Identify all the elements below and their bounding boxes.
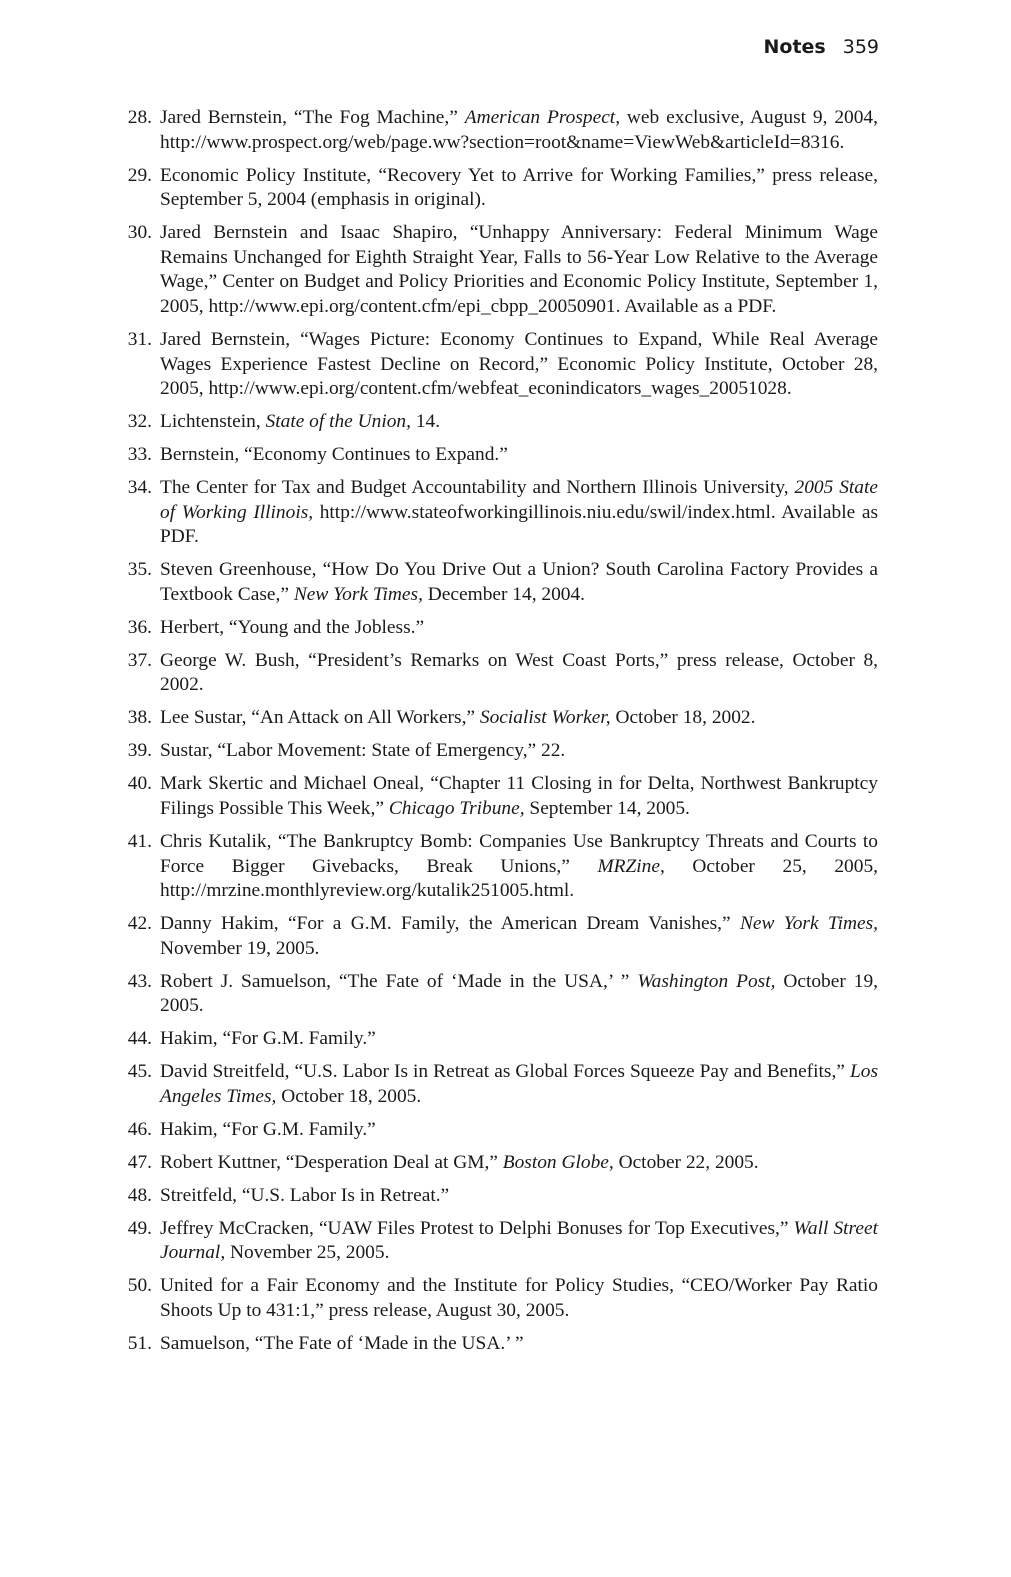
endnote-text-segment: Bernstein, “Economy Continues to Expand.” bbox=[160, 444, 508, 466]
endnote-text bbox=[160, 1274, 878, 1323]
endnote-text-segment: October 19, 2005. bbox=[160, 970, 878, 1017]
publication-title: Washington Post, bbox=[637, 970, 776, 992]
endnote-text bbox=[160, 443, 878, 468]
endnote-number: 51. bbox=[127, 1332, 152, 1354]
endnote-number: 49. bbox=[127, 1217, 152, 1239]
endnote-text-segment: Lee Sustar, “An Attack on All Workers,” bbox=[160, 707, 480, 729]
endnote-text-segment: Chris Kutalik, “The Bankruptcy Bomb: Companies Use Bankruptcy Threats and Courts to Force Bigger Givebacks, Break Unions,” bbox=[160, 830, 878, 877]
endnote-text bbox=[160, 1217, 878, 1266]
endnote-text bbox=[160, 649, 878, 698]
endnote bbox=[110, 1184, 878, 1209]
endnote-text-segment: Steven Greenhouse, “How Do You Drive Out a Union? South Carolina Factory Provides a Textbook Case,” bbox=[160, 559, 878, 605]
endnote bbox=[110, 410, 878, 435]
endnote bbox=[110, 739, 878, 764]
endnote-text bbox=[160, 830, 878, 904]
endnote-text-segment: 14. bbox=[410, 411, 441, 433]
endnote-text-segment: Streitfeld, “U.S. Labor Is in Retreat.” bbox=[160, 1184, 450, 1206]
endnote-number: 28. bbox=[127, 107, 152, 128]
endnote bbox=[110, 1332, 878, 1357]
endnote-text bbox=[160, 1118, 878, 1143]
endnote-text-segment: October 18, 2005. bbox=[276, 1085, 422, 1107]
endnote-text-segment: Sustar, “Labor Movement: State of Emergency,” 22. bbox=[160, 740, 566, 762]
endnote-text bbox=[160, 970, 878, 1019]
publication-title: State of the Union, bbox=[265, 411, 411, 433]
endnote-text-segment: David Streitfeld, “U.S. Labor Is in Retreat as Global Forces Squeeze Pay and Benefits,” bbox=[160, 1061, 850, 1083]
endnote-text-segment: Danny Hakim, “For a G.M. Family, the American Dream Vanishes,” bbox=[160, 913, 740, 935]
endnote-number: 46. bbox=[127, 1118, 152, 1140]
endnote-number: 36. bbox=[127, 616, 152, 638]
endnote-text-segment: http://www.stateofworkingillinois.niu.edu/swil/index.html. Available as PDF. bbox=[160, 501, 878, 548]
publication-title: Boston Globe, bbox=[502, 1151, 614, 1173]
endnote-text-segment: Robert Kuttner, “Desperation Deal at GM,” bbox=[160, 1151, 503, 1173]
publication-title: Los Angeles Times, bbox=[160, 1061, 878, 1107]
endnote-number: 39. bbox=[127, 740, 152, 762]
endnote bbox=[110, 1060, 878, 1109]
publication-title: MRZine, bbox=[597, 855, 665, 877]
endnote bbox=[110, 970, 878, 1019]
endnote-text bbox=[160, 706, 878, 731]
endnote-text-segment: United for a Fair Economy and the Institute for Policy Studies, “CEO/Worker Pay Ratio Shoots Up to 431:1,” press release, August 30, 2005. bbox=[160, 1275, 878, 1321]
endnote bbox=[110, 1151, 878, 1176]
endnote-number: 37. bbox=[127, 649, 152, 671]
endnote-number: 38. bbox=[127, 707, 152, 729]
publication-title: Chicago Tribune, bbox=[388, 797, 525, 819]
endnote-number: 47. bbox=[127, 1151, 152, 1173]
endnote-text bbox=[160, 558, 878, 607]
endnote-text-segment: Jared Bernstein, “Wages Picture: Economy Continues to Expand, While Real Average Wages Experience Fastest Decline on Record,” Economic Policy Institute, October 28, 2005, http://www.epi.org/content.cfm/webfeat_econindicators_wages_20051028. bbox=[160, 328, 878, 400]
endnote-text bbox=[160, 616, 878, 641]
endnote-text-segment: October 22, 2005. bbox=[613, 1151, 759, 1173]
endnote-number: 43. bbox=[127, 970, 152, 992]
endnote-text-segment: The Center for Tax and Budget Accountability and Northern Illinois University, bbox=[160, 477, 795, 499]
endnote-text-segment: Lichtenstein, bbox=[160, 411, 266, 433]
endnote-text bbox=[160, 164, 878, 213]
endnote-number: 50. bbox=[127, 1275, 152, 1297]
publication-title: New York Times, bbox=[293, 583, 423, 605]
endnote-text-segment: September 14, 2005. bbox=[524, 797, 690, 819]
endnote-text-segment: Mark Skertic and Michael Oneal, “Chapter 11 Closing in for Delta, Northwest Bankruptcy Filings Possible This Week,” bbox=[160, 773, 878, 819]
endnote bbox=[110, 830, 878, 904]
publication-title: American Prospect, bbox=[464, 107, 621, 128]
running-head bbox=[764, 36, 880, 59]
endnote-text bbox=[160, 476, 878, 550]
endnote bbox=[110, 1217, 878, 1266]
endnote-text bbox=[160, 106, 878, 155]
endnote-text bbox=[160, 328, 878, 402]
endnote bbox=[110, 649, 878, 698]
endnote-text-segment: George W. Bush, “President’s Remarks on West Coast Ports,” press release, October 8, 2002. bbox=[160, 649, 878, 696]
endnote bbox=[110, 106, 878, 155]
section-label: Notes bbox=[763, 36, 826, 58]
endnote-text-segment: Robert J. Samuelson, “The Fate of ‘Made in the USA,’ ” bbox=[160, 970, 638, 992]
endnote-number: 44. bbox=[127, 1028, 152, 1050]
endnote-text-segment: Hakim, “For G.M. Family.” bbox=[160, 1028, 376, 1050]
endnote-text bbox=[160, 739, 878, 764]
endnote-number: 33. bbox=[127, 444, 152, 466]
publication-title: New York Times, bbox=[739, 913, 878, 935]
endnote bbox=[110, 221, 878, 319]
endnote-text-segment: Herbert, “Young and the Jobless.” bbox=[160, 616, 425, 638]
endnote-number: 29. bbox=[127, 164, 152, 186]
page-number: 359 bbox=[842, 36, 879, 58]
endnote-number: 45. bbox=[127, 1061, 152, 1083]
endnote-text bbox=[160, 410, 878, 435]
publication-title: Socialist Worker, bbox=[479, 707, 611, 729]
endnote-number: 41. bbox=[127, 830, 152, 852]
endnote-text-segment: web exclusive, August 9, 2004, http://www.prospect.org/web/page.ww?section=root&name=ViewWeb&articleId=8316. bbox=[160, 107, 878, 153]
endnote bbox=[110, 616, 878, 641]
endnotes-list bbox=[110, 106, 878, 1365]
endnote-number: 32. bbox=[127, 411, 152, 433]
endnote bbox=[110, 772, 878, 821]
endnote-number: 48. bbox=[127, 1184, 152, 1206]
endnote bbox=[110, 912, 878, 961]
endnote-text-segment: Jeffrey McCracken, “UAW Files Protest to Delphi Bonuses for Top Executives,” bbox=[160, 1217, 794, 1239]
endnote bbox=[110, 558, 878, 607]
endnote bbox=[110, 328, 878, 402]
endnote-text-segment: Jared Bernstein, “The Fog Machine,” bbox=[160, 107, 465, 128]
endnote-text-segment: October 25, 2005, http://mrzine.monthlyreview.org/kutalik251005.html. bbox=[160, 855, 878, 902]
endnote bbox=[110, 476, 878, 550]
endnote-text bbox=[160, 912, 878, 961]
endnote-text-segment: Samuelson, “The Fate of ‘Made in the USA.’ ” bbox=[160, 1332, 524, 1354]
endnote-text bbox=[160, 1184, 878, 1209]
endnote bbox=[110, 1274, 878, 1323]
endnote-text bbox=[160, 221, 878, 319]
endnote-number: 42. bbox=[127, 913, 152, 935]
endnote-number: 30. bbox=[127, 222, 152, 244]
endnote-text bbox=[160, 1332, 878, 1357]
endnote bbox=[110, 164, 878, 213]
endnote bbox=[110, 443, 878, 468]
endnote-text bbox=[160, 1151, 878, 1176]
endnote-text bbox=[160, 1027, 878, 1052]
endnote-text bbox=[160, 1060, 878, 1109]
endnote-text-segment: November 25, 2005. bbox=[225, 1242, 390, 1264]
endnote-text-segment: Jared Bernstein and Isaac Shapiro, “Unhappy Anniversary: Federal Minimum Wage Remains Unchanged for Eighth Straight Year, Falls to 56-Year Low Relative to the Average Wage,” Center on Budget and Policy Priorities and Economic Policy Institute, September 1, 2005, http://www.epi.org/content.cfm/epi_cbpp_20050901. Available as a PDF. bbox=[160, 222, 878, 317]
endnote-number: 31. bbox=[127, 328, 152, 350]
endnote bbox=[110, 706, 878, 731]
endnote-text-segment: December 14, 2004. bbox=[422, 583, 586, 605]
endnote-text-segment: November 19, 2005. bbox=[160, 937, 320, 959]
endnote-text-segment: Economic Policy Institute, “Recovery Yet to Arrive for Working Families,” press release, September 5, 2004 (emphasis in original). bbox=[160, 164, 878, 211]
endnote-text bbox=[160, 772, 878, 821]
publication-title: Wall Street Journal, bbox=[160, 1217, 878, 1264]
endnote bbox=[110, 1118, 878, 1143]
endnote-number: 35. bbox=[127, 559, 152, 581]
endnote-text-segment: October 18, 2002. bbox=[610, 707, 756, 729]
publication-title: 2005 State of Working Illinois, bbox=[160, 477, 878, 523]
endnote-number: 34. bbox=[127, 477, 152, 499]
endnote-text-segment: Hakim, “For G.M. Family.” bbox=[160, 1118, 376, 1140]
endnote-number: 40. bbox=[127, 773, 152, 795]
endnote bbox=[110, 1027, 878, 1052]
